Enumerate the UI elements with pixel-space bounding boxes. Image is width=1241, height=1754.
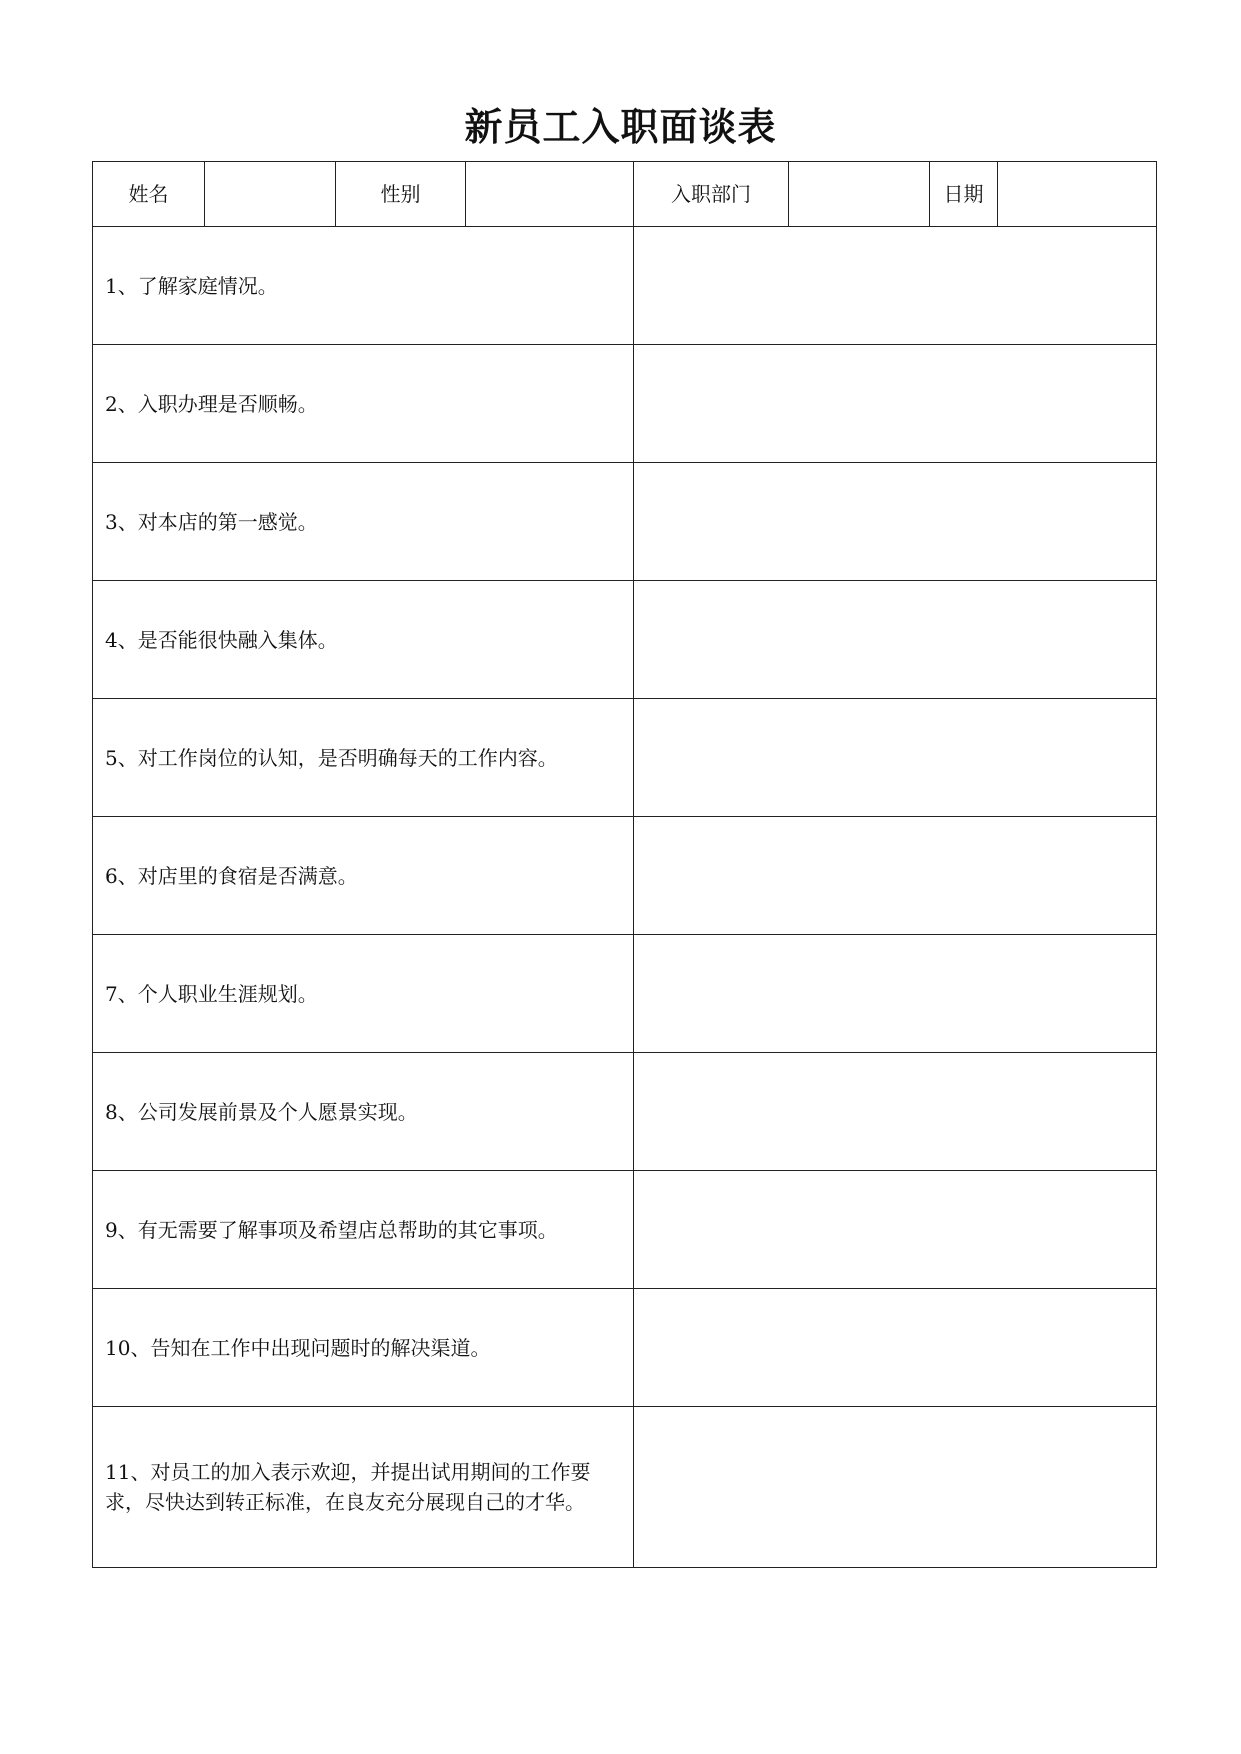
answer-field[interactable] [634, 463, 1157, 581]
answer-field[interactable] [634, 1289, 1157, 1407]
answer-field[interactable] [634, 1407, 1157, 1568]
question-row-10 [93, 1289, 1157, 1407]
name-field[interactable] [205, 162, 336, 227]
gender-field[interactable] [466, 162, 634, 227]
page-title: 新员工入职面谈表 [464, 104, 777, 149]
header-row [93, 162, 1157, 227]
department-label: 入职部门 [634, 162, 789, 227]
question-row-1 [93, 227, 1157, 345]
question-row-8 [93, 1053, 1157, 1171]
question-row-9 [93, 1171, 1157, 1289]
department-field[interactable] [789, 162, 930, 227]
question-text: 3、对本店的第一感觉。 [93, 463, 634, 581]
question-text: 11、对员工的加入表示欢迎，并提出试用期间的工作要求，尽快达到转正标准，在良友充分展现自己的才华。 [93, 1407, 634, 1568]
question-text: 1、了解家庭情况。 [93, 227, 634, 345]
question-row-2 [93, 345, 1157, 463]
answer-field[interactable] [634, 1171, 1157, 1289]
answer-field[interactable] [634, 699, 1157, 817]
answer-field[interactable] [634, 227, 1157, 345]
question-text: 8、公司发展前景及个人愿景实现。 [93, 1053, 634, 1171]
question-row-6 [93, 817, 1157, 935]
question-row-11 [93, 1407, 1157, 1568]
question-text: 5、对工作岗位的认知，是否明确每天的工作内容。 [93, 699, 634, 817]
question-text: 9、有无需要了解事项及希望店总帮助的其它事项。 [93, 1171, 634, 1289]
answer-field[interactable] [634, 935, 1157, 1053]
question-text: 10、告知在工作中出现问题时的解决渠道。 [93, 1289, 634, 1407]
question-text: 6、对店里的食宿是否满意。 [93, 817, 634, 935]
answer-field[interactable] [634, 345, 1157, 463]
name-label: 姓名 [93, 162, 205, 227]
answer-field[interactable] [634, 817, 1157, 935]
answer-field[interactable] [634, 581, 1157, 699]
question-row-7 [93, 935, 1157, 1053]
interview-form-table [92, 161, 1157, 1568]
question-text: 7、个人职业生涯规划。 [93, 935, 634, 1053]
question-row-4 [93, 581, 1157, 699]
question-row-5 [93, 699, 1157, 817]
date-label: 日期 [930, 162, 998, 227]
question-text: 2、入职办理是否顺畅。 [93, 345, 634, 463]
date-field[interactable] [998, 162, 1157, 227]
question-row-3 [93, 463, 1157, 581]
question-text: 4、是否能很快融入集体。 [93, 581, 634, 699]
answer-field[interactable] [634, 1053, 1157, 1171]
gender-label: 性别 [336, 162, 466, 227]
